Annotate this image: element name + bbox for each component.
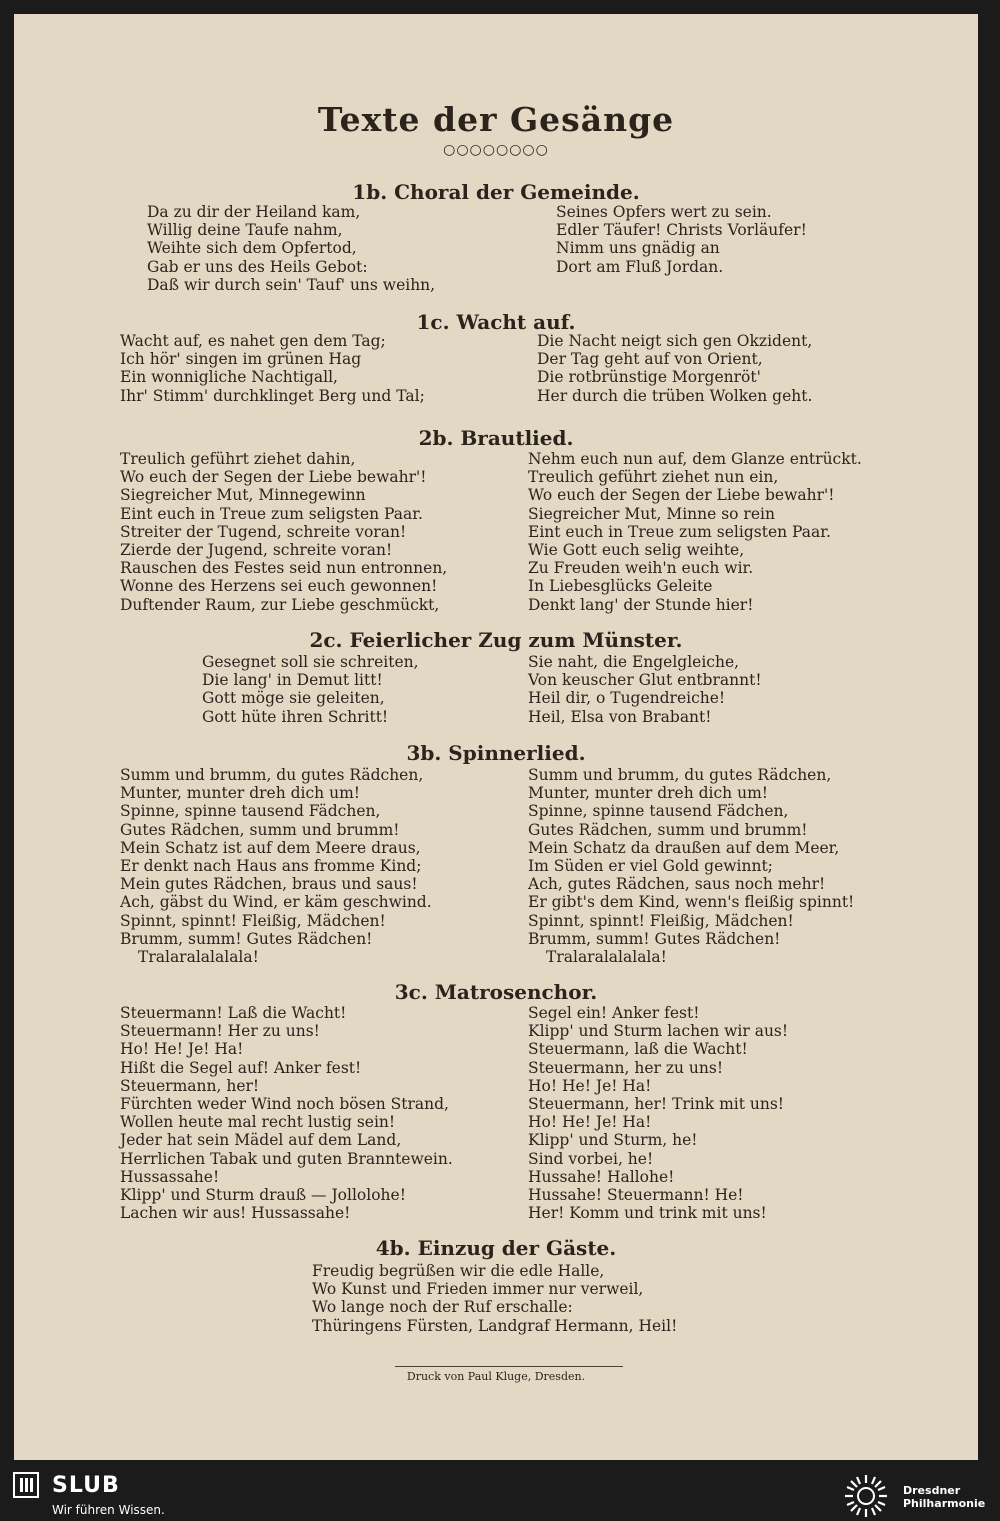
verse-line: Mein Schatz ist auf dem Meere draus, xyxy=(120,838,421,857)
verse-line: Zierde der Jugend, schreite voran! xyxy=(120,540,393,559)
page-title: Texte der Gesänge xyxy=(317,100,675,139)
verse-line: Ich hör' singen im grünen Hag xyxy=(120,350,362,369)
verse-line: Her durch die trüben Wolken geht. xyxy=(537,386,813,405)
verse-line: Gott hüte ihren Schritt! xyxy=(202,707,389,726)
verse-column-right xyxy=(528,766,854,966)
verse-line: Ein wonnigliche Nachtigall, xyxy=(120,368,338,387)
verse-line: Brumm, summ! Gutes Rädchen! xyxy=(528,929,781,948)
verse-line: Steuermann, her! Trink mit uns! xyxy=(528,1094,785,1113)
verse-line: Dort am Fluß Jordan. xyxy=(556,257,724,276)
verse-line: Wo Kunst und Frieden immer nur verweil, xyxy=(312,1280,644,1299)
verse-line: Freudig begrüßen wir die edle Halle, xyxy=(312,1262,605,1280)
slub-name: SLUB xyxy=(52,1473,120,1498)
verse-line: Willig deine Taufe nahm, xyxy=(147,221,343,240)
verse-line: Mein gutes Rädchen, braus und saus! xyxy=(120,875,418,894)
verse-line: Mein Schatz da draußen auf dem Meer, xyxy=(528,838,840,857)
section-heading: 3b. Spinnerlied. xyxy=(406,741,586,765)
verse-column-left xyxy=(120,332,425,405)
verse-line: Fürchten weder Wind noch bösen Strand, xyxy=(120,1094,449,1113)
verse-column-right xyxy=(537,332,812,405)
verse-line: Da zu dir der Heiland kam, xyxy=(147,203,361,221)
verse-line: Die rotbrünstige Morgenröt' xyxy=(537,368,761,387)
verse-line: Hißt die Segel auf! Anker fest! xyxy=(120,1058,362,1077)
verse-line: In Liebesglücks Geleite xyxy=(528,577,713,596)
verse-line: Wie Gott euch selig weihte, xyxy=(528,540,745,559)
verse-line: Duftender Raum, zur Liebe geschmückt, xyxy=(120,595,440,614)
verse-line: Siegreicher Mut, Minnegewinn xyxy=(120,486,366,505)
section-heading: 2c. Feierlicher Zug zum Münster. xyxy=(309,628,683,652)
section-heading: 2b. Brautlied. xyxy=(418,426,574,450)
section-heading: 3c. Matrosenchor. xyxy=(394,980,598,1004)
verse-line: Edler Täufer! Christs Vorläufer! xyxy=(556,221,807,240)
verse-line: Im Süden er viel Gold gewinnt; xyxy=(528,856,773,875)
verse-line: Eint euch in Treue zum seligsten Paar. xyxy=(120,504,423,523)
verse-line: Gutes Rädchen, summ und brumm! xyxy=(120,820,400,839)
verse-line: Spinne, spinne tausend Fädchen, xyxy=(120,802,381,821)
verse-column-left xyxy=(202,653,419,726)
verse-column-center xyxy=(312,1262,677,1335)
verse-line: Nimm uns gnädig an xyxy=(556,239,720,258)
verse-line: Ihr' Stimm' durchklinget Berg und Tal; xyxy=(120,386,425,405)
slub-logo-icon xyxy=(13,1472,39,1498)
verse-line: Munter, munter dreh dich um! xyxy=(120,784,360,803)
verse-line: Segel ein! Anker fest! xyxy=(528,1004,700,1022)
verse-line: Gutes Rädchen, summ und brumm! xyxy=(528,820,808,839)
verse-line: Ho! He! Je! Ha! xyxy=(528,1076,652,1095)
verse-column-right xyxy=(528,1004,788,1222)
verse-line: Tralaralalalala! xyxy=(546,947,667,966)
verse-line: Weihte sich dem Opfertod, xyxy=(147,239,357,258)
verse-line: Steuermann, laß die Wacht! xyxy=(528,1040,748,1059)
verse-line: Hussassahe! xyxy=(120,1167,220,1186)
verse-line: Er gibt's dem Kind, wenn's fleißig spinnt! xyxy=(528,893,855,912)
verse-line: Nehm euch nun auf, dem Glanze entrückt. xyxy=(528,450,862,468)
program-sheet xyxy=(14,14,978,1460)
verse-line: Steuermann! Laß die Wacht! xyxy=(120,1004,347,1022)
verse-line: Klipp' und Sturm drauß — Jollolohe! xyxy=(120,1185,406,1204)
verse-column-right xyxy=(556,203,807,276)
verse-line: Wonne des Herzens sei euch gewonnen! xyxy=(120,577,438,596)
verse-line: Steuermann, her! xyxy=(120,1076,260,1095)
verse-line: Wacht auf, es nahet gen dem Tag; xyxy=(120,332,386,350)
verse-line: Eint euch in Treue zum seligsten Paar. xyxy=(528,522,831,541)
philharmonie-logo-icon xyxy=(843,1473,889,1519)
verse-line: Summ und brumm, du gutes Rädchen, xyxy=(120,766,424,784)
verse-line: Sind vorbei, he! xyxy=(528,1149,654,1168)
verse-line: Steuermann! Her zu uns! xyxy=(120,1022,320,1041)
verse-line: Ach, gäbst du Wind, er käm geschwind. xyxy=(120,893,432,912)
verse-line: Rauschen des Festes seid nun entronnen, xyxy=(120,559,448,578)
verse-column-left xyxy=(120,1004,453,1222)
philharmonie-line2: Philharmonie xyxy=(903,1497,986,1510)
verse-line: Seines Opfers wert zu sein. xyxy=(556,203,772,221)
verse-line: Sie naht, die Engelgleiche, xyxy=(528,653,740,671)
verse-line: Streiter der Tugend, schreite voran! xyxy=(120,522,407,541)
verse-line: Wo euch der Segen der Liebe bewahr'! xyxy=(120,468,427,487)
verse-line: Spinne, spinne tausend Fädchen, xyxy=(528,802,789,821)
verse-line: Heil dir, o Tugendreiche! xyxy=(528,689,726,708)
verse-line: Ho! He! Je! Ha! xyxy=(528,1113,652,1132)
verse-line: Lachen wir aus! Hussassahe! xyxy=(120,1204,351,1223)
verse-column-right xyxy=(528,450,862,614)
verse-line: Siegreicher Mut, Minne so rein xyxy=(528,504,775,523)
section-heading: 1c. Wacht auf. xyxy=(416,310,576,334)
verse-line: Treulich geführt ziehet dahin, xyxy=(120,450,356,468)
philharmonie-name xyxy=(903,1484,985,1510)
verse-line: Die lang' in Demut litt! xyxy=(202,671,383,690)
verse-line: Spinnt, spinnt! Fleißig, Mädchen! xyxy=(120,911,386,930)
verse-line: Zu Freuden weih'n euch wir. xyxy=(528,559,754,578)
verse-line: Treulich geführt ziehet nun ein, xyxy=(528,468,779,487)
verse-line: Wo euch der Segen der Liebe bewahr'! xyxy=(528,486,835,505)
verse-line: Her! Komm und trink mit uns! xyxy=(528,1204,767,1223)
verse-line: Von keuscher Glut entbrannt! xyxy=(528,671,762,690)
philharmonie-line1: Dresdner xyxy=(903,1484,961,1497)
section-heading: 4b. Einzug der Gäste. xyxy=(375,1236,617,1260)
verse-line: Ho! He! Je! Ha! xyxy=(120,1040,244,1059)
section-heading: 1b. Choral der Gemeinde. xyxy=(352,180,640,204)
verse-line: Gab er uns des Heils Gebot: xyxy=(147,257,368,276)
verse-line: Jeder hat sein Mädel auf dem Land, xyxy=(120,1131,402,1150)
verse-line: Hussahe! Hallohe! xyxy=(528,1167,675,1186)
slub-tagline: Wir führen Wissen. xyxy=(52,1503,165,1517)
verse-line: Tralaralalalala! xyxy=(138,947,259,966)
verse-line: Klipp' und Sturm, he! xyxy=(528,1131,698,1150)
verse-line: Hussahe! Steuermann! He! xyxy=(528,1185,744,1204)
verse-line: Brumm, summ! Gutes Rädchen! xyxy=(120,929,373,948)
footer-bar xyxy=(0,1471,1000,1521)
verse-line: Ach, gutes Rädchen, saus noch mehr! xyxy=(528,875,826,894)
verse-line: Herrlichen Tabak und guten Branntewein. xyxy=(120,1149,453,1168)
verse-column-left xyxy=(120,766,432,966)
verse-line: Steuermann, her zu uns! xyxy=(528,1058,724,1077)
ornament-divider: ○○○○○○○○ xyxy=(443,142,549,158)
verse-line: Gott möge sie geleiten, xyxy=(202,689,385,708)
verse-line: Wollen heute mal recht lustig sein! xyxy=(120,1113,396,1132)
verse-column-left xyxy=(147,203,435,294)
verse-line: Die Nacht neigt sich gen Okzident, xyxy=(537,332,813,350)
verse-line: Daß wir durch sein' Tauf' uns weihn, xyxy=(147,275,436,294)
verse-line: Gesegnet soll sie schreiten, xyxy=(202,653,419,671)
verse-line: Er denkt nach Haus ans fromme Kind; xyxy=(120,856,422,875)
verse-column-left xyxy=(120,450,447,614)
verse-line: Denkt lang' der Stunde hier! xyxy=(528,595,754,614)
verse-line: Thüringens Fürsten, Landgraf Hermann, Heil! xyxy=(312,1316,678,1335)
verse-column-right xyxy=(528,653,762,726)
verse-line: Klipp' und Sturm lachen wir aus! xyxy=(528,1022,789,1041)
verse-line: Summ und brumm, du gutes Rädchen, xyxy=(528,766,832,784)
verse-line: Munter, munter dreh dich um! xyxy=(528,784,768,803)
verse-line: Heil, Elsa von Brabant! xyxy=(528,707,712,726)
printer-credit: Druck von Paul Kluge, Dresden. xyxy=(406,1370,586,1383)
verse-line: Spinnt, spinnt! Fleißig, Mädchen! xyxy=(528,911,794,930)
verse-line: Der Tag geht auf von Orient, xyxy=(537,350,763,369)
verse-line: Wo lange noch der Ruf erschalle: xyxy=(312,1298,573,1317)
printer-rule xyxy=(395,1366,623,1367)
